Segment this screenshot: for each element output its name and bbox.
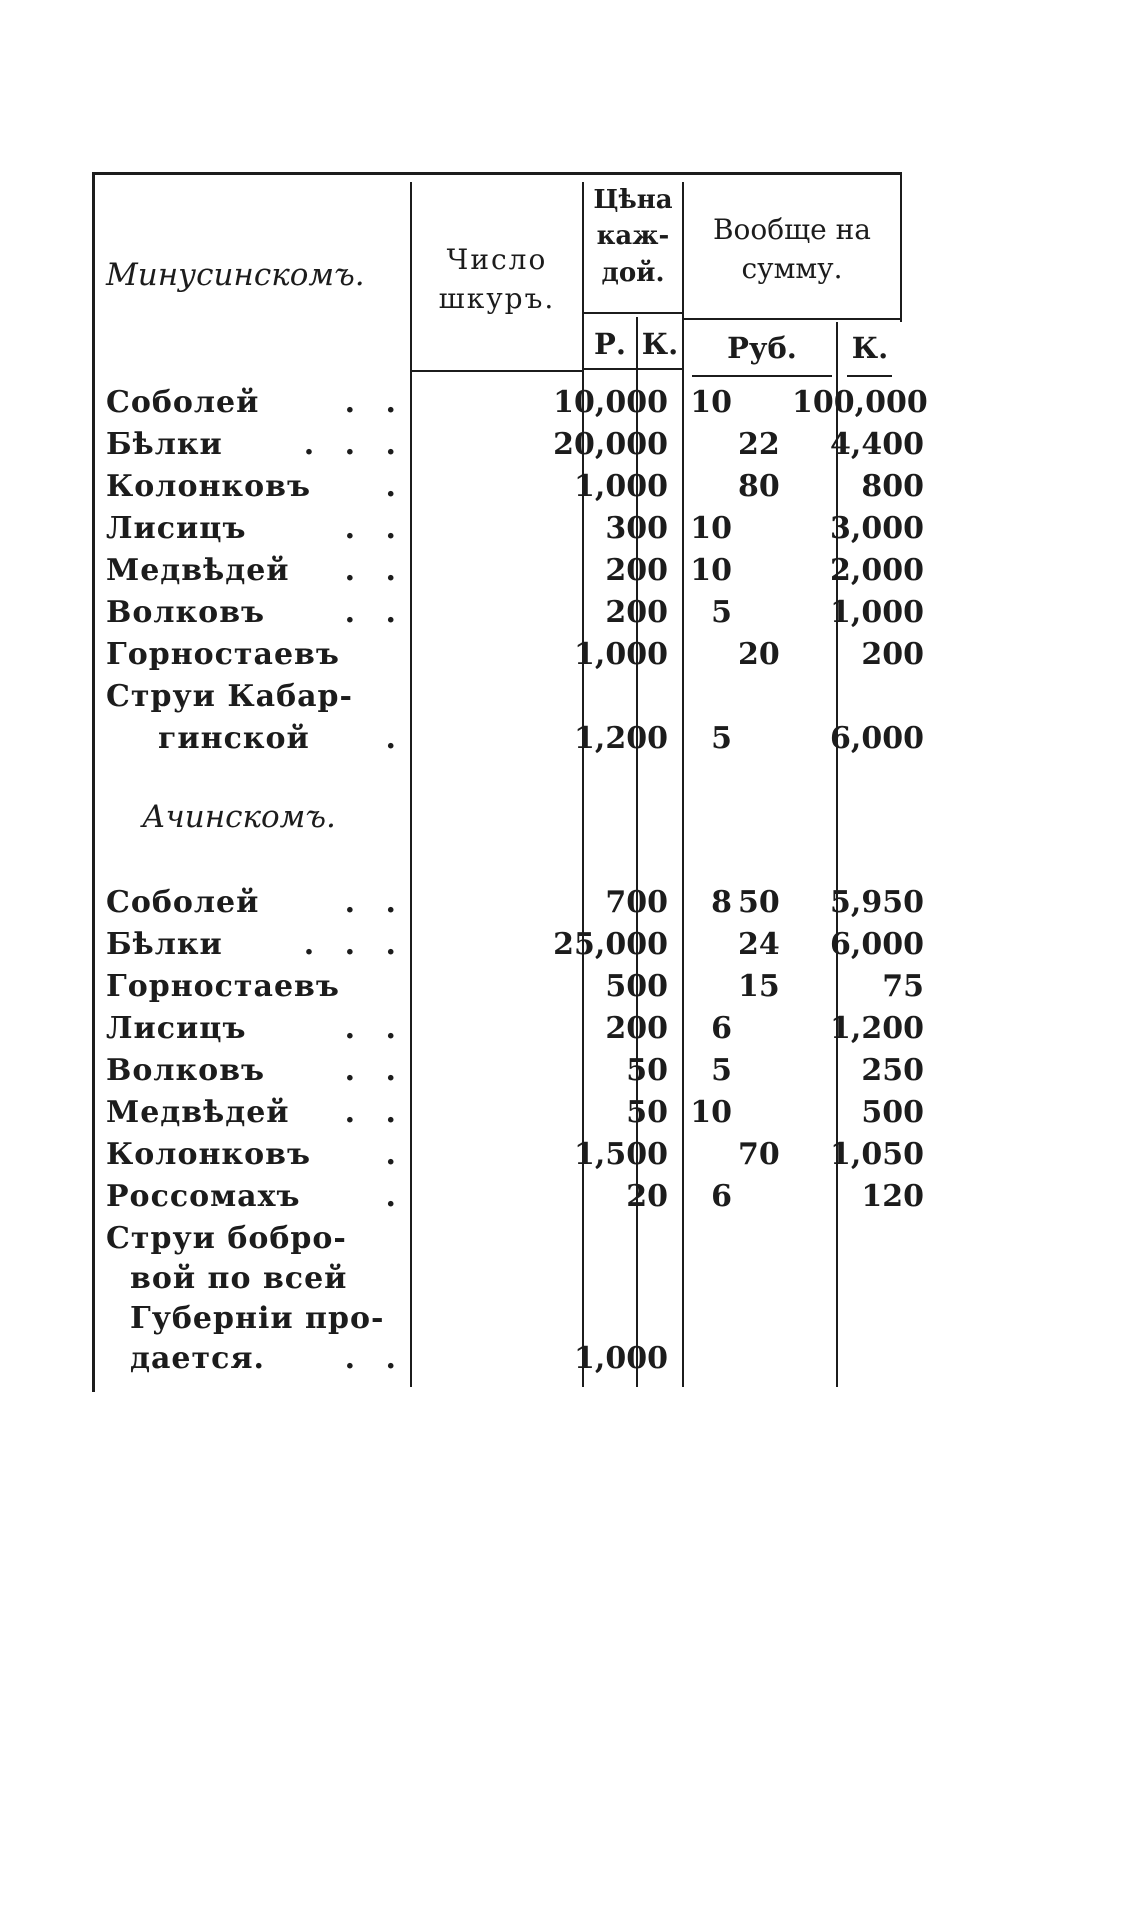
price-rub: 5 (711, 1053, 732, 1088)
header-price-line3: дой. (601, 257, 665, 288)
header-count-line1: Число (446, 243, 548, 276)
fur-name-cell (106, 1176, 406, 1218)
sum-rub: 250 (861, 1053, 924, 1088)
table-row-multiline (92, 1258, 912, 1300)
fur-name-line1: Струи Кабар- (106, 679, 353, 714)
price-rub: 5 (711, 721, 732, 756)
fur-name: Колонковъ (106, 1137, 311, 1172)
leader-dots: . . . (303, 927, 406, 962)
pelt-count: 25,000 (553, 927, 668, 962)
leader-dots: . . . (303, 427, 406, 462)
sum-rub: 75 (882, 969, 924, 1004)
sum-rub: 1,200 (830, 1011, 924, 1046)
leader-dots: . . (344, 385, 406, 420)
price-rub (688, 924, 732, 966)
table-row (92, 634, 924, 676)
fur-name-cell (106, 1092, 406, 1134)
count-subheader-rule (412, 370, 582, 372)
price-kop: 22 (738, 427, 780, 462)
leader-dots: . . (344, 553, 406, 588)
pelt-count: 20,000 (553, 427, 668, 462)
price-kop: 80 (738, 469, 780, 504)
pelt-count: 200 (605, 595, 668, 630)
fur-name-cell (106, 1134, 406, 1176)
sum-kop-subheader-rule (847, 375, 892, 377)
fur-name: Соболей (106, 385, 260, 420)
price-rub: 6 (711, 1011, 732, 1046)
fur-name-line4: дается. (130, 1341, 265, 1376)
fur-name-cell (106, 966, 406, 1008)
sum-rub: 6,000 (830, 927, 924, 962)
fur-name-cell (106, 1008, 406, 1050)
fur-name: Волковъ (106, 1053, 266, 1088)
pelt-count: 1,000 (574, 469, 668, 504)
table-row (92, 466, 924, 508)
table-right-rule (900, 172, 902, 322)
price-kop (738, 1008, 778, 1050)
sum-rub: 5,950 (830, 885, 924, 920)
pelt-count: 1,200 (574, 721, 668, 756)
price-kop: 20 (738, 637, 780, 672)
sum-rub: 4,400 (830, 427, 924, 462)
table-row (92, 882, 924, 924)
leader-dots: . . (344, 885, 406, 920)
leader-dots: . (385, 1179, 406, 1214)
pelt-count: 200 (605, 1011, 668, 1046)
table-row (92, 1092, 924, 1134)
pelt-count: 300 (605, 511, 668, 546)
fur-name-line1: Струи бобро- (106, 1221, 347, 1256)
sum-rub: 800 (861, 469, 924, 504)
fur-name: Колонковъ (106, 469, 311, 504)
fur-name-cell (106, 550, 406, 592)
header-price (584, 182, 682, 291)
fur-name: Россомахъ (106, 1179, 301, 1214)
pelt-count: 1,500 (574, 1137, 668, 1172)
price-rub (688, 466, 732, 508)
header-sum-line2: сумму. (741, 252, 843, 286)
leader-dots: . (385, 1137, 406, 1172)
table-row (92, 508, 924, 550)
fur-name-cell (106, 882, 406, 924)
leader-dots: . (385, 721, 406, 756)
region-title-minusinsk: Минусинскомъ. (106, 257, 365, 293)
sum-rub: 1,050 (830, 1137, 924, 1172)
price-kop (738, 1050, 778, 1092)
table-top-rule (92, 172, 902, 175)
price-rub: 5 (711, 595, 732, 630)
price-kop (738, 382, 778, 424)
table-row (92, 1134, 924, 1176)
table-row (92, 718, 924, 760)
table-row (92, 1008, 924, 1050)
fur-name-line2: гинской (158, 721, 310, 756)
price-kop: 70 (738, 1137, 780, 1172)
leader-dots: . . (344, 1095, 406, 1130)
fur-name: Соболей (106, 885, 260, 920)
fur-name: Бѣлки (106, 427, 223, 462)
price-kop (738, 1092, 778, 1134)
fur-name-cell (106, 924, 406, 966)
price-rub (688, 966, 732, 1008)
header-sum (684, 210, 900, 288)
price-rub (688, 634, 732, 676)
fur-name-line3: Губерніи про- (130, 1301, 385, 1336)
fur-name: Волковъ (106, 595, 266, 630)
fur-name-cell (106, 466, 406, 508)
pelt-count: 1,000 (574, 637, 668, 672)
fur-name: Лисицъ (106, 511, 247, 546)
price-header-rule (584, 312, 682, 314)
fur-name-cell (106, 634, 406, 676)
sum-rub: 500 (861, 1095, 924, 1130)
table-row (92, 1176, 924, 1218)
leader-dots: . . (344, 595, 406, 630)
sum-rub: 2,000 (830, 553, 924, 588)
sum-rub: 1,000 (830, 595, 924, 630)
pelt-count: 50 (626, 1095, 668, 1130)
fur-name-cell (106, 718, 406, 760)
table-row-multiline (92, 676, 912, 718)
pelt-count: 50 (626, 1053, 668, 1088)
fur-name-cell (106, 1338, 406, 1380)
price-rub: 6 (711, 1179, 732, 1214)
header-count-line2: шкуръ. (438, 282, 556, 316)
price-subheader-rule (584, 368, 682, 370)
price-kop (738, 550, 778, 592)
sum-rub: 200 (861, 637, 924, 672)
price-kop (738, 508, 778, 550)
table-row-multiline (92, 1218, 912, 1260)
subheader-sum-rub: Руб. (727, 331, 797, 365)
sum-header-rule (684, 318, 900, 320)
table-row (92, 424, 924, 466)
header-price-line1: Цѣна (593, 185, 673, 215)
table-row (92, 382, 928, 424)
price-rub (688, 424, 732, 466)
subheader-sum-kop: К. (851, 331, 889, 365)
fur-name: Горностаевъ (106, 637, 340, 672)
pelt-count: 20 (626, 1179, 668, 1214)
price-rub: 10 (690, 1095, 732, 1130)
price-rub: 10 (690, 553, 732, 588)
fur-name: Лисицъ (106, 1011, 247, 1046)
fur-name-cell (106, 424, 406, 466)
fur-name-cell (106, 382, 406, 424)
leader-dots: . (385, 469, 406, 504)
price-kop: 24 (738, 927, 780, 962)
fur-name-cell (106, 508, 406, 550)
fur-name-cell (106, 1050, 406, 1092)
fur-name-line2: вой по всей (130, 1261, 348, 1296)
price-rub: 10 (690, 385, 732, 420)
price-rub: 10 (690, 511, 732, 546)
price-kop (738, 592, 778, 634)
table-row (92, 550, 924, 592)
subheader-rub: Р. (594, 327, 626, 361)
table-row (92, 1338, 912, 1380)
fur-name-cell (106, 592, 406, 634)
price-kop (738, 1176, 778, 1218)
sum-rub: 3,000 (830, 511, 924, 546)
fur-name: Медвѣдей (106, 1095, 290, 1130)
sum-rub: 6,000 (830, 721, 924, 756)
pelt-count: 500 (605, 969, 668, 1004)
sum-subheader-rule (692, 375, 832, 377)
table-row (92, 924, 924, 966)
fur-table (92, 172, 928, 1392)
fur-name: Горностаевъ (106, 969, 340, 1004)
header-count (412, 240, 582, 318)
leader-dots: . . (344, 511, 406, 546)
sum-rub: 120 (861, 1179, 924, 1214)
price-rub: 8 (711, 885, 732, 920)
leader-dots: . . (344, 1341, 406, 1376)
pelt-count: 10,000 (553, 385, 668, 420)
fur-name: Бѣлки (106, 927, 223, 962)
price-rub (688, 1134, 732, 1176)
table-row-multiline (92, 1298, 912, 1340)
table-row (92, 592, 924, 634)
region-title-achinsk: Ачинскомъ. (142, 799, 336, 835)
table-row (92, 1050, 924, 1092)
leader-dots: . . (344, 1053, 406, 1088)
pelt-count: 1,000 (574, 1341, 668, 1376)
price-kop (738, 718, 778, 760)
sum-rub: 100,000 (792, 385, 928, 420)
leader-dots: . . (344, 1011, 406, 1046)
header-sum-line1: Вообще на (712, 213, 871, 246)
pelt-count: 700 (605, 885, 668, 920)
subheader-kop: К. (641, 327, 679, 361)
fur-name: Медвѣдей (106, 553, 290, 588)
price-kop: 15 (738, 969, 780, 1004)
table-row (92, 966, 924, 1008)
header-price-line2: каж- (596, 221, 670, 252)
price-kop: 50 (738, 885, 780, 920)
pelt-count: 200 (605, 553, 668, 588)
